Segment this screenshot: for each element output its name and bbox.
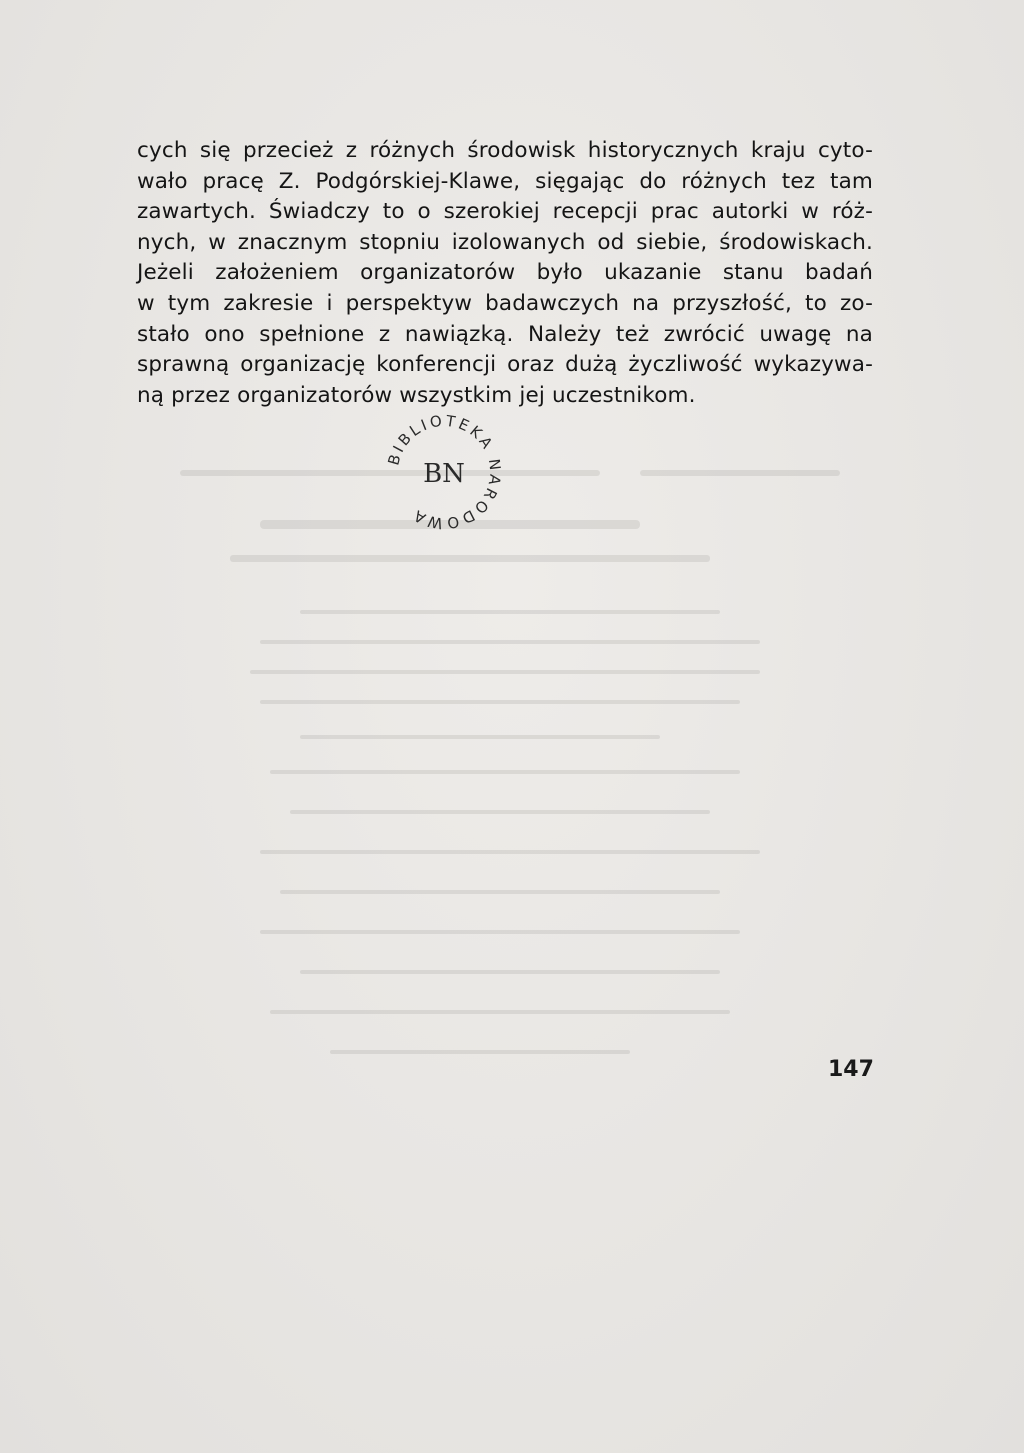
library-stamp-icon xyxy=(376,404,512,540)
body-paragraph xyxy=(137,136,873,411)
text-line: stało ono spełnione z nawiązką. Należy też zwrócić uwagę na xyxy=(137,321,873,347)
text-line: Jeżeli założeniem organizatorów było ukazanie stanu badań xyxy=(137,260,873,286)
text-line: nych, w znacznym stopniu izolowanych od siebie, środowiskach. xyxy=(137,229,873,255)
stamp-center-text: BN xyxy=(423,459,465,489)
page-number: 147 xyxy=(828,1057,874,1082)
text-line: wało pracę Z. Podgórskiej-Klawe, sięgając do różnych tez tam xyxy=(137,168,873,194)
stamp-ring-path: BIBLIOTEKA NARODOWA xyxy=(384,411,505,533)
text-line: zawartych. Świadczy to o szerokiej recepcji prac autorki w róż- xyxy=(137,199,873,225)
text-line: cych się przecież z różnych środowisk historycznych kraju cyto- xyxy=(137,138,873,163)
text-line: ną przez organizatorów wszystkim jej uczestnikom. xyxy=(137,382,696,408)
text-line: w tym zakresie i perspektyw badawczych na przyszłość, to zo- xyxy=(137,290,873,316)
text-line: sprawną organizację konferencji oraz dużą życzliwość wykazywa- xyxy=(137,352,873,378)
